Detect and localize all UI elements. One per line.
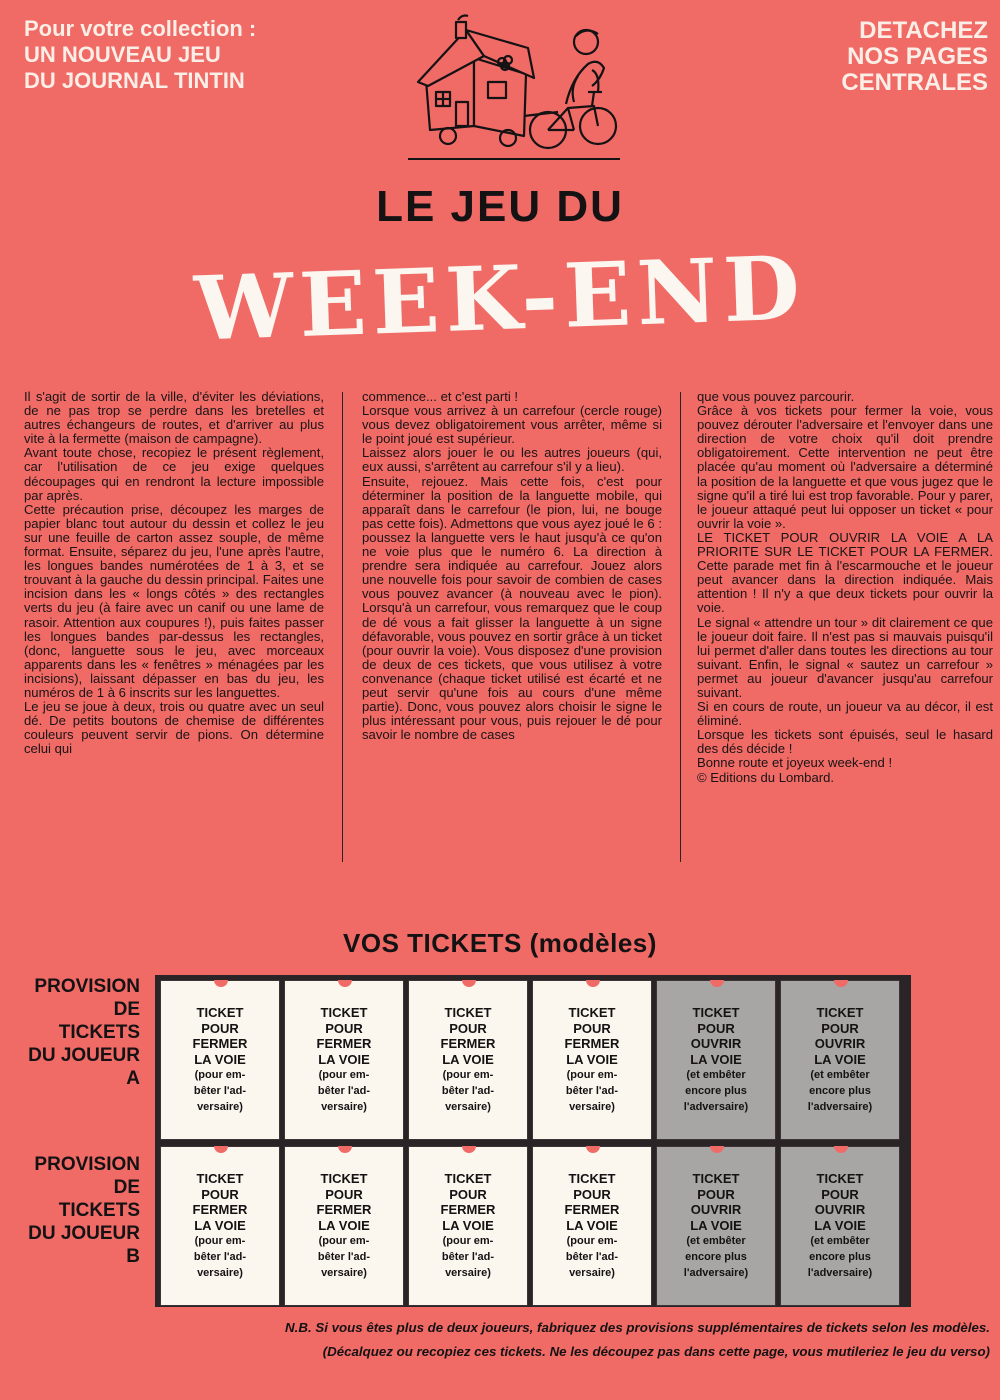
header-left-line: UN NOUVEAU JEU (24, 42, 221, 67)
ticket-subtitle-line: (pour em- (566, 1235, 618, 1247)
footnote-line: N.B. Si vous êtes plus de deux joueurs, fabriquez des provisions supplémentaires de tickets selon les modèles. (285, 1320, 990, 1335)
ticket-title-line: TICKET (816, 1005, 864, 1020)
ticket-subtitle-line: encore plus (685, 1251, 747, 1263)
ticket-notch (710, 980, 724, 987)
header-left-line: Pour votre collection : (24, 16, 257, 41)
header-detach-note (841, 18, 988, 96)
house-bicycle-drawing (408, 8, 620, 158)
illustration-house-on-bicycle (408, 8, 620, 160)
rules-paragraph: que vous pouvez parcourir. (697, 389, 855, 404)
rules-paragraph: Si en cours de route, un joueur va au décor, il est éliminé. (697, 699, 993, 729)
ticket-fermer-la-voie (284, 1146, 404, 1306)
ticket-fermer-la-voie (160, 980, 280, 1140)
ticket-title-line: TICKET (444, 1005, 492, 1020)
ticket-title-line: LA VOIE (442, 1051, 494, 1067)
ticket-title-line: LA VOIE (194, 1217, 246, 1233)
provision-label-line: PROVISION (34, 976, 140, 997)
ticket-subtitle-line: bêter l'ad- (565, 1251, 619, 1263)
ticket-title-line: TICKET (692, 1171, 740, 1186)
ticket-subtitle-line: bêter l'ad- (193, 1085, 247, 1097)
ticket-title-line: POUR (201, 1020, 239, 1036)
ticket-title-line: TICKET (320, 1005, 368, 1020)
ticket-title-line: FERMER (316, 1036, 372, 1051)
ticket-title-line: POUR (573, 1020, 611, 1036)
ticket-subtitle-line: bêter l'ad- (193, 1251, 247, 1263)
rules-column-2 (362, 390, 662, 742)
ticket-subtitle-line: l'adversaire) (683, 1101, 749, 1113)
rules-paragraph: Bonne route et joyeux week-end ! (697, 755, 893, 771)
ticket-title-line: FERMER (316, 1202, 372, 1217)
rules-paragraph: Lorsque les tickets sont épuisés, seul le hasard des dés décide ! (697, 727, 993, 757)
ticket-notch (586, 1146, 600, 1153)
rules-paragraph: Le signal « attendre un tour » dit clairement ce que le joueur doit faire. Il n'est pas si mauvais puisqu'il lui permet d'aller dans toutes les directions au tour suivant. Enfin, le signal « sautez un carrefour » permet au joueur d'avancer jusqu'au carrefour suivant. (697, 614, 993, 700)
ticket-title-line: TICKET (568, 1005, 616, 1020)
ticket-subtitle-line: versaire) (445, 1101, 491, 1113)
provision-label-line: DU JOUEUR (28, 1223, 140, 1244)
ticket-title-line: TICKET (568, 1171, 616, 1186)
ticket-title-line: TICKET (444, 1171, 492, 1186)
ticket-subtitle-line: l'adversaire) (683, 1267, 749, 1279)
ticket-subtitle-line: versaire) (321, 1101, 367, 1113)
ticket-title-line: FERMER (440, 1202, 496, 1217)
ticket-title-line: POUR (697, 1020, 735, 1036)
ticket-notch (338, 980, 352, 987)
player-b-provision-label (20, 1153, 140, 1268)
ticket-fermer-la-voie (532, 980, 652, 1140)
provision-label-line: TICKETS (58, 1022, 140, 1043)
rules-paragraph: Le jeu se joue à deux, trois ou quatre avec un seul dé. De petits boutons de chemise de différentes couleurs peuvent servir de pions. On détermine celui qui (24, 699, 324, 757)
column-divider (680, 392, 681, 862)
ticket-subtitle-line: versaire) (197, 1267, 243, 1279)
ticket-title-line: POUR (697, 1186, 735, 1202)
ticket-title-line: POUR (325, 1020, 363, 1036)
ticket-subtitle-line: (pour em- (566, 1069, 618, 1081)
ticket-subtitle-line: (et embêter (810, 1235, 870, 1247)
ticket-title-line: POUR (821, 1020, 859, 1036)
ticket-grid (155, 975, 911, 1307)
ticket-title-line: FERMER (440, 1036, 496, 1051)
ticket-ouvrir-la-voie (780, 980, 900, 1140)
rules-paragraph: commence... et c'est parti ! (362, 389, 519, 404)
ticket-fermer-la-voie (532, 1146, 652, 1306)
column-divider (342, 392, 343, 862)
ticket-title-line: LA VOIE (442, 1217, 494, 1233)
rules-paragraph: Avant toute chose, recopiez le présent règlement, car l'utilisation de ce jeu exige quelques découpages qui en rendront la lecture impossible par après. (24, 445, 324, 503)
ticket-title-line: FERMER (192, 1202, 248, 1217)
provision-label-line: DE (113, 1177, 140, 1198)
ticket-subtitle-line: versaire) (197, 1101, 243, 1113)
ticket-title-line: TICKET (320, 1171, 368, 1186)
header-right-line: CENTRALES (841, 69, 988, 96)
ticket-subtitle-line: bêter l'ad- (317, 1085, 371, 1097)
rules-column-1 (24, 390, 324, 756)
ticket-notch (214, 980, 228, 987)
ticket-title-line: LA VOIE (566, 1217, 618, 1233)
ticket-subtitle-line: versaire) (445, 1267, 491, 1279)
ticket-notch (834, 1146, 848, 1153)
ticket-subtitle-line: encore plus (809, 1085, 871, 1097)
header-right-line: DETACHEZ (859, 17, 988, 44)
ticket-subtitle-line: (pour em- (442, 1069, 494, 1081)
ticket-notch (338, 1146, 352, 1153)
ticket-subtitle-line: (et embêter (810, 1069, 870, 1081)
ticket-ouvrir-la-voie (656, 980, 776, 1140)
ticket-title-line: LA VOIE (814, 1051, 866, 1067)
ticket-title-line: TICKET (196, 1005, 244, 1020)
provision-label-line: TICKETS (58, 1200, 140, 1221)
ticket-subtitle-line: versaire) (321, 1267, 367, 1279)
ticket-title-line: OUVRIR (814, 1036, 866, 1051)
ticket-ouvrir-la-voie (780, 1146, 900, 1306)
ticket-subtitle-line: bêter l'ad- (565, 1085, 619, 1097)
ticket-subtitle-line: encore plus (685, 1085, 747, 1097)
ticket-notch (710, 1146, 724, 1153)
rules-paragraph: Grâce à vos tickets pour fermer la voie, vous pouvez dérouter l'adversaire et l'envoyer dans une direction de votre choix qu'il doit prendre obligatoirement. Cette intervention ne peut être placée qu'au moment où l'adversaire a déterminé la position de la languette et que vous jugez que le signe qu'il a tiré lui est trop favorable. Pour y parer, le joueur attaqué peut lui opposer un ticket « pour ouvrir la voie ». (697, 403, 993, 531)
ticket-title-line: TICKET (816, 1171, 864, 1186)
page-title-logo-weekend: WEEK-END (192, 235, 808, 361)
ticket-subtitle-line: (et embêter (686, 1235, 746, 1247)
rules-paragraph: LE TICKET POUR OUVRIR LA VOIE A LA PRIORITE SUR LE TICKET POUR LA FERMER. Cette parade met fin à l'escarmouche et le joueur peut avancer dans la direction indiquée. Mais attention ! Il n'y a que deux tickets pour ouvrir la voie. (697, 529, 993, 616)
ticket-title-line: FERMER (564, 1202, 620, 1217)
ticket-fermer-la-voie (408, 1146, 528, 1306)
ticket-title-line: LA VOIE (814, 1217, 866, 1233)
ticket-notch (462, 980, 476, 987)
ticket-title-line: POUR (325, 1186, 363, 1202)
rules-paragraph: Laissez alors jouer le ou les autres joueurs (qui, eux aussi, s'arrêtent au carrefour s'il y a lieu). (362, 445, 662, 475)
ticket-subtitle-line: bêter l'ad- (441, 1085, 495, 1097)
ticket-subtitle-line: (pour em- (194, 1235, 246, 1247)
ticket-fermer-la-voie (160, 1146, 280, 1306)
ticket-title-line: LA VOIE (690, 1051, 742, 1067)
ticket-fermer-la-voie (284, 980, 404, 1140)
rules-paragraph: Lorsque vous arrivez à un carrefour (cercle rouge) vous devez obligatoirement vous arrêter, même si le point joué est supérieur. (362, 403, 662, 447)
ticket-notch (462, 1146, 476, 1153)
provision-label-line: DE (113, 999, 140, 1020)
footnote-line: (Décalquez ou recopiez ces tickets. Ne les découpez pas dans cette page, vous mutileriez le jeu du verso) (322, 1344, 990, 1359)
ticket-subtitle-line: l'adversaire) (807, 1101, 873, 1113)
ticket-title-line: LA VOIE (194, 1051, 246, 1067)
ticket-notch (214, 1146, 228, 1153)
header-left-line: DU JOURNAL TINTIN (24, 68, 245, 93)
ticket-title-line: OUVRIR (814, 1202, 866, 1217)
ticket-title-line: LA VOIE (566, 1051, 618, 1067)
provision-label-line: PROVISION (34, 1154, 140, 1175)
ticket-title-line: POUR (821, 1186, 859, 1202)
provision-label-line: B (126, 1246, 140, 1267)
rules-paragraph: © Editions du Lombard. (697, 769, 835, 785)
footnote (160, 1316, 990, 1364)
ticket-subtitle-line: bêter l'ad- (317, 1251, 371, 1263)
ticket-subtitle-line: bêter l'ad- (441, 1251, 495, 1263)
ticket-subtitle-line: (pour em- (194, 1069, 246, 1081)
rules-paragraph: Il s'agit de sortir de la ville, d'éviter les déviations, de ne pas trop se perdre dans les bretelles et autres échangeurs de routes, et d'arriver au plus vite à la fermette (maison de campagne). (24, 389, 324, 447)
ticket-title-line: TICKET (196, 1171, 244, 1186)
ticket-subtitle-line: (pour em- (318, 1069, 370, 1081)
player-a-provision-label (20, 975, 140, 1090)
ticket-subtitle-line: encore plus (809, 1251, 871, 1263)
ticket-title-line: LA VOIE (318, 1051, 370, 1067)
ticket-subtitle-line: l'adversaire) (807, 1267, 873, 1279)
ticket-title-line: FERMER (192, 1036, 248, 1051)
header-right-line: NOS PAGES (847, 43, 988, 70)
rules-paragraph: Cette précaution prise, découpez les marges de papier blanc tout autour du dessin et collez le jeu sur une feuille de carton assez souple, de même format. Ensuite, séparez du jeu, l'une après l'autre, les longues bandes numérotées de 1 à 3, et se trouvant à la gauche du dessin principal. Faites une incision dans les « longs côtés » des rectangles verts du jeu (à faire avec un canif ou une lame de rasoir. Attention aux coupures !), puis faites passer les longues bandes par-dessus les rectangles, (donc, languette sous le jeu, avec morceaux apparents dans les « fenêtres » ménagées par les incisions), laissant dépasser en bas du jeu, les numéros de 1 à 6 inscrits sur les languettes. (24, 501, 324, 700)
rules-column-3 (697, 390, 993, 785)
tickets-section-title: VOS TICKETS (modèles) (343, 928, 657, 958)
ticket-subtitle-line: (et embêter (686, 1069, 746, 1081)
header-collection-note (24, 16, 256, 94)
ticket-ouvrir-la-voie (656, 1146, 776, 1306)
provision-label-line: A (126, 1068, 140, 1089)
ticket-title-line: TICKET (692, 1005, 740, 1020)
page-title: LE JEU DU (376, 182, 624, 231)
ticket-subtitle-line: versaire) (569, 1101, 615, 1113)
ticket-subtitle-line: (pour em- (318, 1235, 370, 1247)
ticket-title-line: LA VOIE (318, 1217, 370, 1233)
ticket-title-line: POUR (449, 1186, 487, 1202)
ticket-title-line: OUVRIR (690, 1036, 742, 1051)
ticket-title-line: POUR (449, 1020, 487, 1036)
rules-paragraph: Ensuite, rejouez. Mais cette fois, c'est pour déterminer la position de la languette mobile, qui apparaît dans le carrefour (le pion, lui, ne bouge pas cette fois). Admettons que vous ayez joué le 6 : poussez la languette vers le haut jusqu'à ce qu'on ne voie plus que le numéro 6. La direction à prendre sera indiquée au carrefour. Jouez alors une nouvelle fois pour savoir de combien de cases vous pouvez avancer (à nouveau avec le pion). Lorsqu'à un carrefour, vous remarquez que le coup de dé vous a fait glisser la languette à un signe défavorable, vous pouvez en sortir grâce à un ticket (pour ouvrir la voie). Vous disposez d'une provision de deux de ces tickets, que vous utilisez à votre convenance (chaque ticket utilisé est écarté et ne peut servir qu'une fois au cours d'une même partie). Donc, vous pouvez alors choisir le signe le plus intéressant pour vous, puis rejouer le dé pour savoir le nombre de cases (362, 473, 662, 743)
ticket-subtitle-line: (pour em- (442, 1235, 494, 1247)
provision-label-line: DU JOUEUR (28, 1045, 140, 1066)
ticket-title-line: POUR (201, 1186, 239, 1202)
ticket-notch (834, 980, 848, 987)
ticket-title-line: OUVRIR (690, 1202, 742, 1217)
ticket-subtitle-line: versaire) (569, 1267, 615, 1279)
ticket-notch (586, 980, 600, 987)
ticket-fermer-la-voie (408, 980, 528, 1140)
ticket-title-line: POUR (573, 1186, 611, 1202)
ticket-title-line: FERMER (564, 1036, 620, 1051)
ticket-title-line: LA VOIE (690, 1217, 742, 1233)
